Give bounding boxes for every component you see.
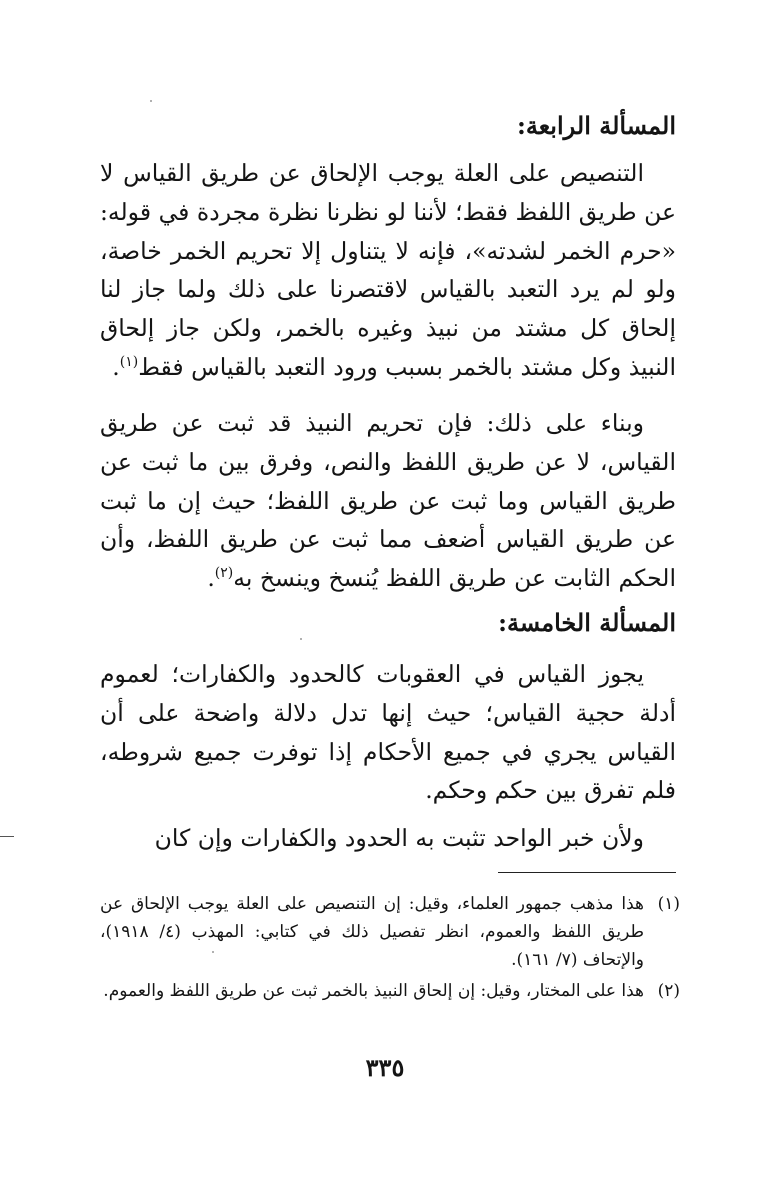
paragraph-text: يجوز القياس في العقوبات كالحدود والكفارات؛ لعموم أدلة حجية القياس؛ حيث إنها تدل دلالة واضحة على أن القياس يجري في جميع الأحكام إذا توفرت جميع شروطه، فلم تفرق بين حكم وحكم. (100, 660, 676, 805)
footnote-ref-2[interactable]: (٢) (214, 565, 234, 582)
paragraph-yajuz (100, 655, 676, 810)
scan-speck (300, 638, 302, 640)
paragraph-binaa (100, 404, 676, 598)
footnote-ref-1[interactable]: (١) (119, 354, 139, 371)
paragraph-khabar (100, 819, 676, 858)
margin-mark (0, 836, 14, 837)
paragraph-ta-sis (100, 154, 676, 387)
paragraph-text: وبناء على ذلك: فإن تحريم النبيذ قد ثبت عن طريق القياس، لا عن طريق اللفظ والنص، وفرق بين ما ثبت عن طريق القياس وما ثبت عن طريق اللفظ؛ حيث إن ما ثبت عن طريق القياس أضعف مما ثبت عن طريق اللفظ، وأن الحكم الثابت عن طريق اللفظ يُنسخ وينسخ به (100, 409, 676, 593)
paragraph-end: . (112, 352, 120, 381)
paragraph-end: . (207, 564, 215, 593)
scan-speck (212, 951, 214, 953)
section-heading-4: المسألة الرابعة: (517, 111, 676, 140)
footnote-text: هذا مذهب جمهور العلماء، وقيل: إن التنصيص على العلة يوجب الإلحاق عن طريق اللفظ والعموم، انظر تفصيل ذلك في كتابي: المهذب (٤/ ١٩١٨)، والإتحاف (٧/ ١٦١). (100, 894, 644, 970)
paragraph-text: ولأن خبر الواحد تثبت به الحدود والكفارات وإن كان (154, 824, 644, 852)
footnote-1 (100, 890, 680, 974)
page-number: ٣٣٥ (365, 1053, 405, 1082)
footnote-text: هذا على المختار، وقيل: إن إلحاق النبيذ بالخمر ثبت عن طريق اللفظ والعموم. (103, 981, 644, 1001)
footnote-separator (498, 872, 676, 873)
footnote-number: (٢) (657, 981, 680, 1001)
paragraph-text: التنصيص على العلة يوجب الإلحاق عن طريق القياس لا عن طريق اللفظ فقط؛ لأننا لو نظرنا نظرة مجردة في قوله: «حرم الخمر لشدته»، فإنه لا يتناول إلا تحريم الخمر خاصة، ولو لم يرد التعبد بالقياس لاقتصرنا على ذلك ولما جاز لنا إلحاق كل مشتد من نبيذ وغيره بالخمر، ولكن جاز إلحاق النبيذ وكل مشتد بالخمر بسبب ورود التعبد بالقياس فقط (100, 159, 676, 381)
footnote-number: (١) (657, 894, 680, 914)
section-heading-5: المسألة الخامسة: (498, 608, 676, 637)
footnote-2 (100, 977, 680, 1005)
scan-speck (150, 100, 152, 102)
footnotes (100, 890, 680, 1008)
